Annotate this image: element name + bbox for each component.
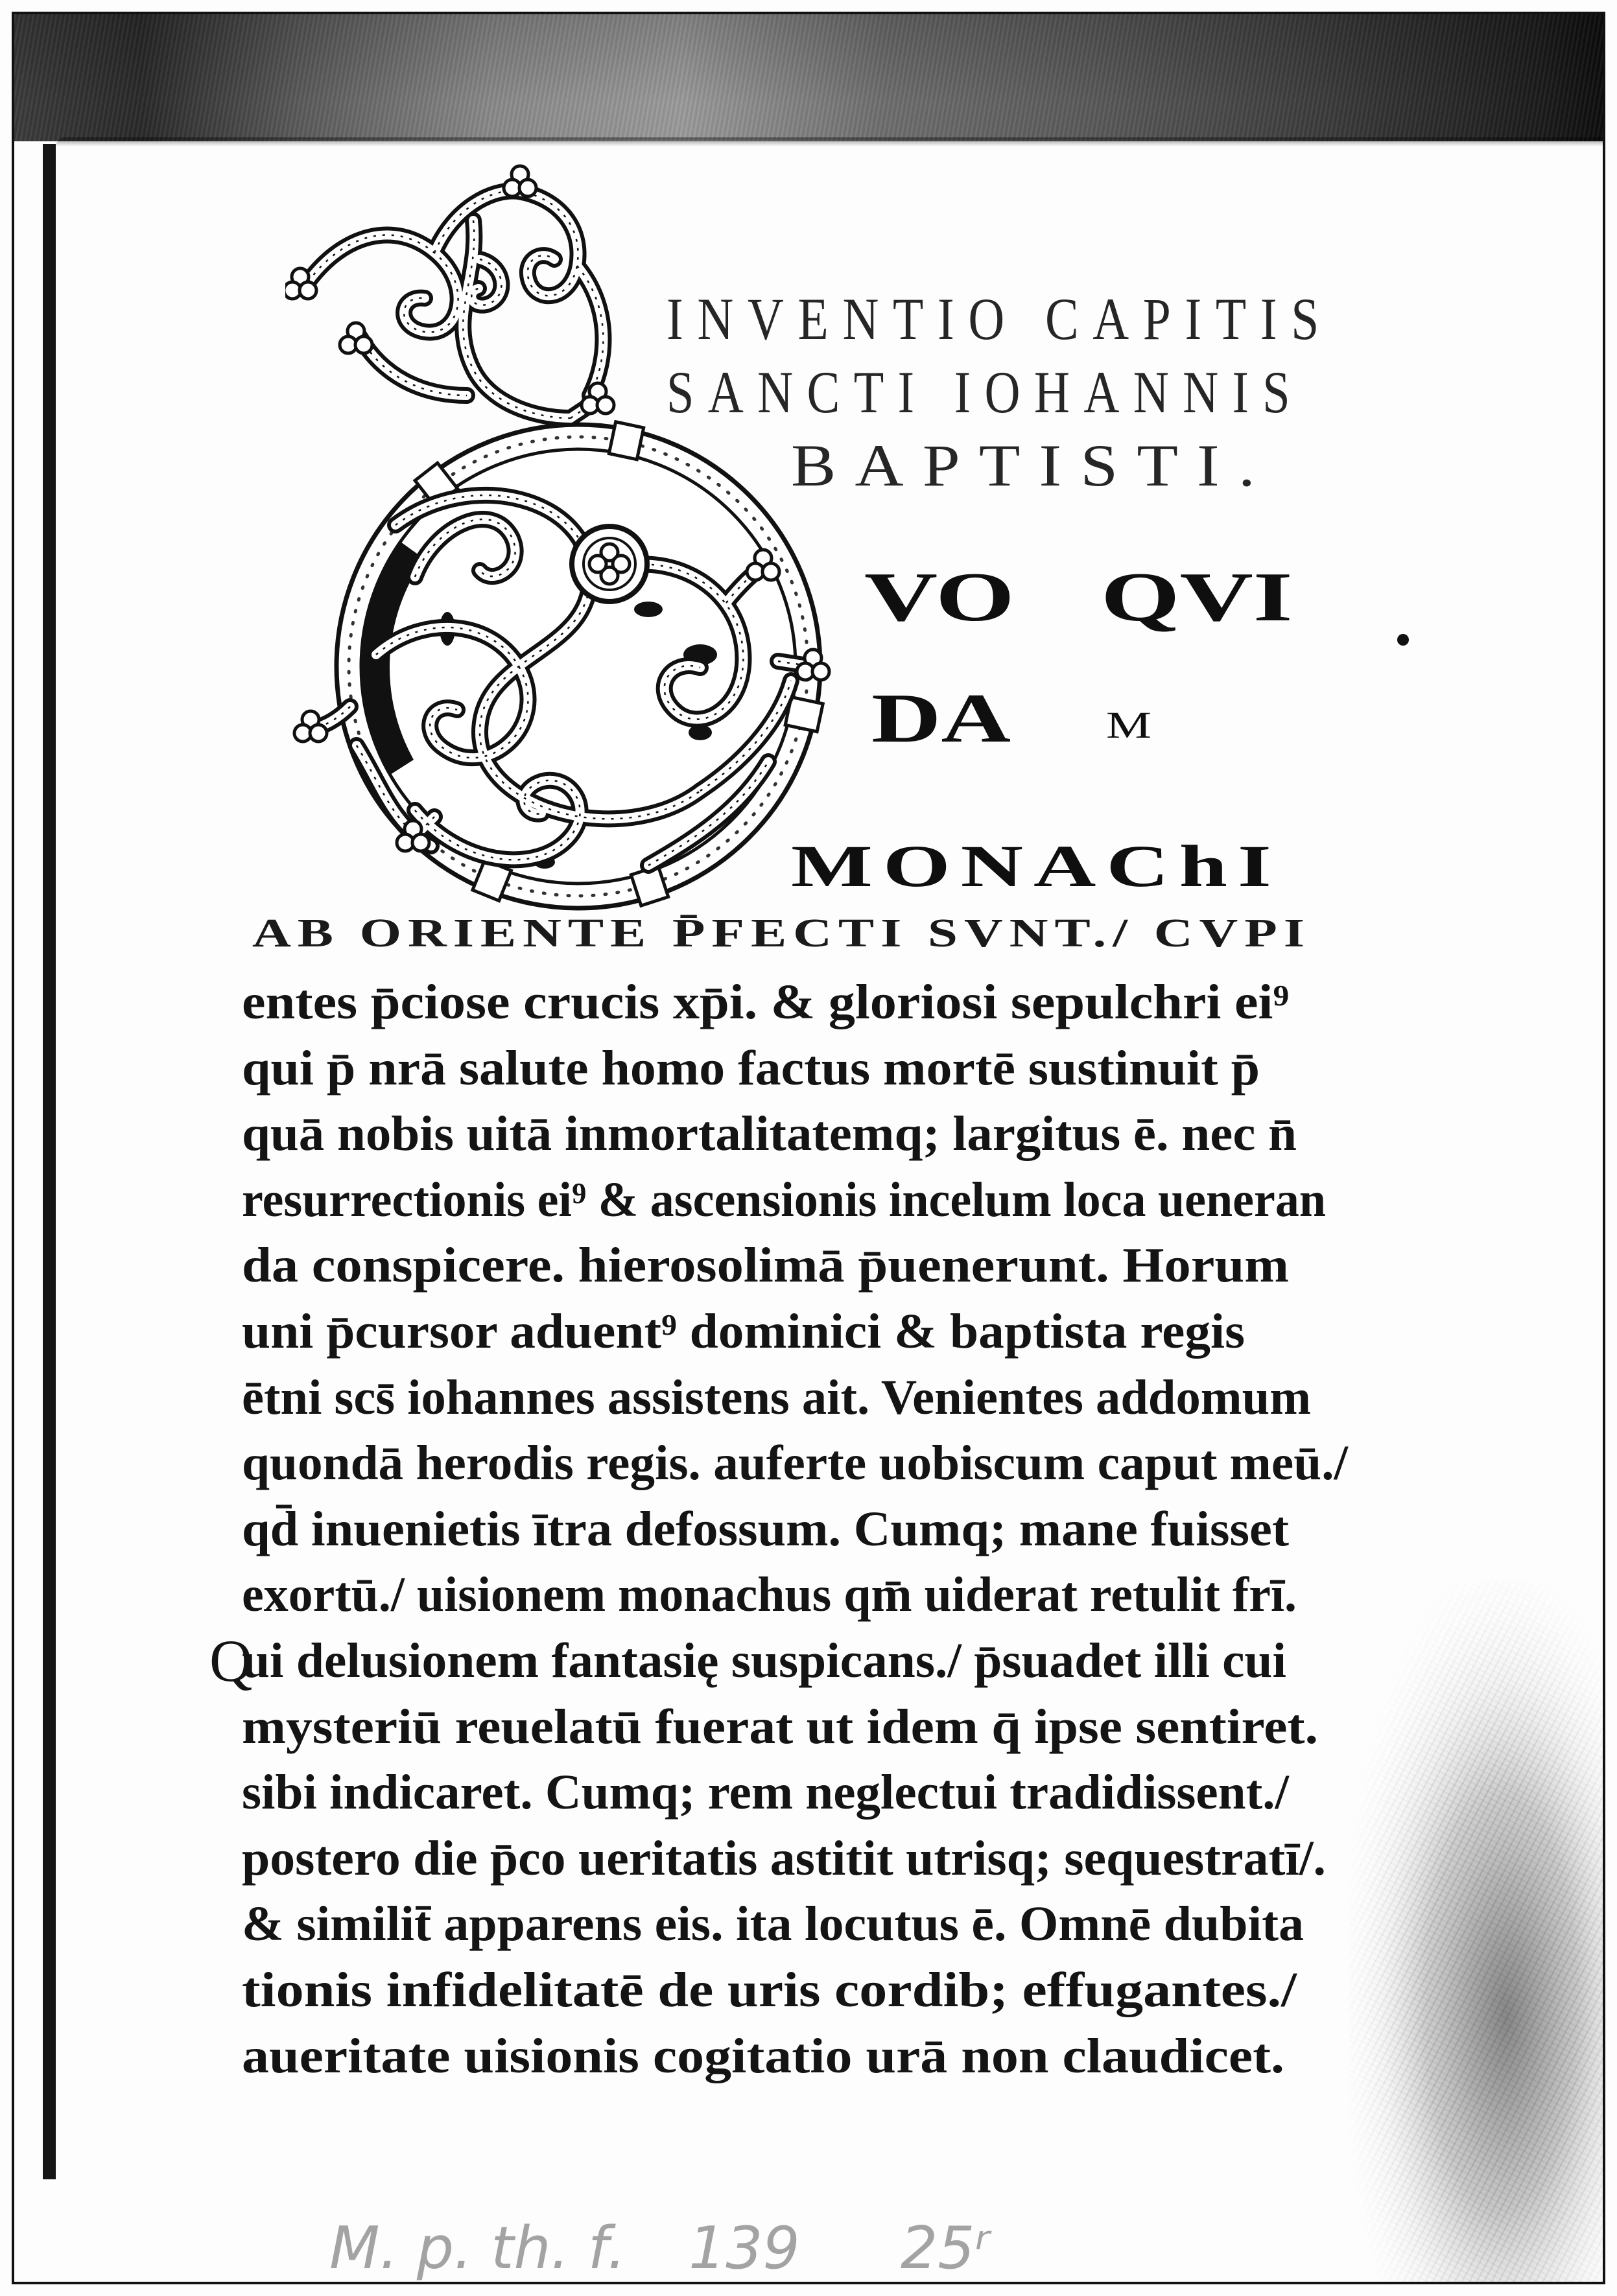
outdented-initial: Q [209, 1627, 253, 1694]
text-line-content: sibi indicaret. Cumq; rem neglectui tradidissent./ [242, 1765, 1289, 1820]
text-line [242, 1233, 1289, 1299]
shelfmark-signature: M. p. th. f. [329, 2214, 626, 2282]
folio-number: 25ʳ [901, 2214, 990, 2282]
incipit-line-1 [864, 559, 1321, 636]
text-line-content: exortū./ uisionem monachus qm̄ uiderat retulit frī. [242, 1567, 1297, 1622]
text-line-content: & similit̄ apparens eis. ita locutus ē. Omnē dubita [242, 1897, 1304, 1952]
text-line-content: da conspicere. hierosolimā p̄uenerunt. Horum [242, 1238, 1290, 1293]
text-line [242, 1101, 1297, 1167]
text-line-content: tionis infidelitatē de uris cordib; effugantes./ [242, 1962, 1297, 2017]
incipit-text: MONAChI [791, 833, 1282, 899]
title-text: INVENTIO CAPITIS [667, 286, 1333, 352]
text-line-content: entes p̄ciose crucis xp̄i. & gloriosi sepulchri ei⁹ [242, 975, 1289, 1029]
text-line-content: aueritate uisionis cogitatio urā non claudicet. [242, 2028, 1284, 2083]
photocopy-noise [1349, 1582, 1603, 2282]
paper-edge-shadow [56, 137, 1603, 146]
text-line [242, 970, 1289, 1036]
text-line [242, 2024, 1284, 2090]
incipit-mark [1106, 704, 1151, 746]
text-line [242, 1036, 1260, 1102]
text-line [242, 1958, 1297, 2024]
text-line-content: ētni scs̄ iohannes assistens ait. Venientes addomum [242, 1370, 1311, 1425]
shelfmark-number: 139 [689, 2214, 800, 2282]
text-line [242, 1167, 1326, 1234]
rubric-text: AB ORIENTE P̄FECTI SVNT./ CVPI [252, 911, 1311, 955]
text-line [242, 1497, 1289, 1563]
incipit-mark-text: M [1106, 704, 1151, 746]
text-line [242, 1760, 1289, 1826]
incipit-line-2 [871, 680, 1011, 757]
text-line-content: mysteriū reuelatū fuerat ut idem q̄ ipse sentiret. [242, 1699, 1318, 1754]
title-text: BAPTISTI. [791, 432, 1274, 498]
title-line-3 [791, 432, 1274, 498]
text-line-content: qd̄ inuenietis ītra defossum. Cumq; mane fuisset [242, 1501, 1289, 1556]
text-line-content: quondā herodis regis. auferte uobiscum caput meū./ [242, 1436, 1348, 1491]
text-line-content: resurrectionis ei⁹ & ascensionis incelum loca ueneran [242, 1172, 1326, 1227]
title-line-2 [667, 359, 1304, 425]
text-line [209, 1627, 1286, 1694]
text-line [242, 1694, 1318, 1761]
text-line [242, 1892, 1304, 1958]
text-line [242, 1562, 1297, 1628]
text-line-content: postero die p̄co ueritatis astitit utrisq; sequestratī/. [242, 1831, 1326, 1886]
text-line-content: qui p̄ nrā salute homo factus mortē sustinuit p̄ [242, 1040, 1260, 1095]
rubric-line [252, 909, 1311, 958]
body-text [209, 970, 1357, 2089]
title-text: SANCTI IOHANNIS [667, 359, 1304, 425]
text-line [242, 1431, 1348, 1497]
text-line-content: uni p̄cursor aduent⁹ dominici & baptista regis [242, 1304, 1245, 1359]
incipit-text: DA [871, 680, 1011, 757]
binding-edge [43, 144, 56, 2179]
text-line-content: quā nobis uitā inmortalitatemq; largitus ē. nec n̄ [242, 1107, 1297, 1162]
text-line [242, 1365, 1311, 1431]
incipit-line-3 [791, 833, 1303, 899]
illuminated-initial [285, 162, 849, 914]
text-line [242, 1826, 1326, 1892]
title-line-1 [667, 286, 1333, 352]
ink-dot [1397, 634, 1409, 646]
photocopy-top-shadow [14, 14, 1603, 141]
text-line-content: ui delusionem fantasię suspicans./ p̄suadet illi cui [242, 1633, 1286, 1688]
text-line [242, 1299, 1245, 1365]
incipit-text: VO QVI [864, 559, 1293, 636]
